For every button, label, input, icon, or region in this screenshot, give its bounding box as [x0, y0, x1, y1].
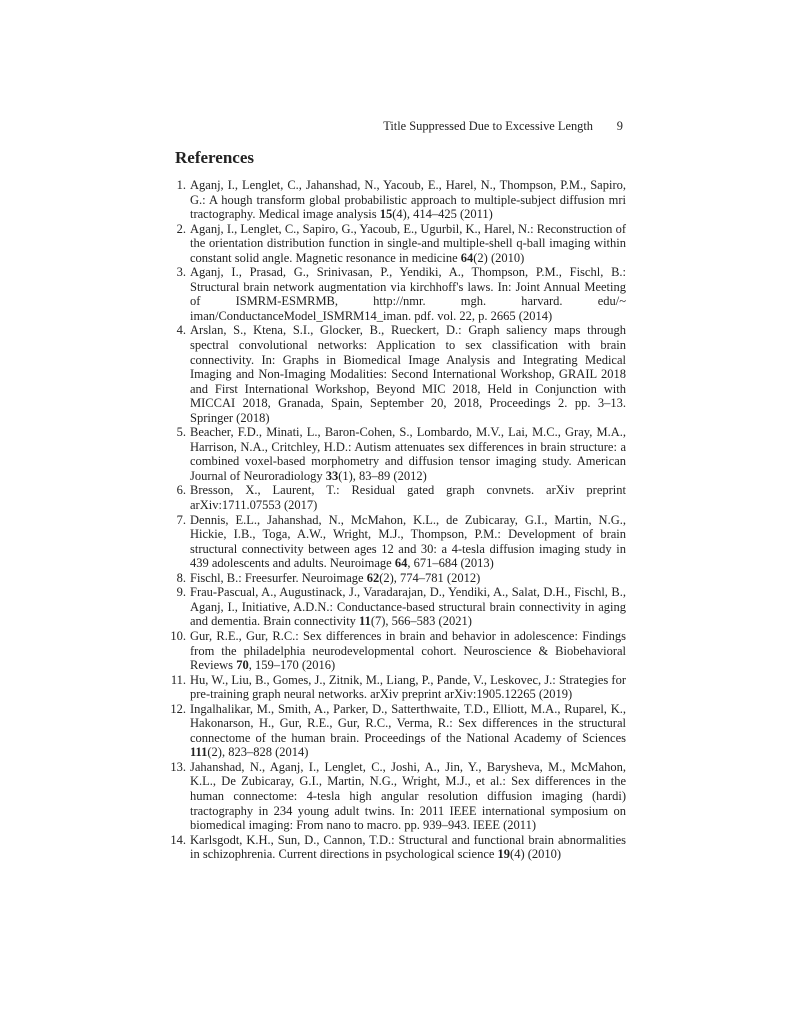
- reference-number: 10.: [170, 628, 186, 643]
- reference-text: Aganj, I., Lenglet, C., Sapiro, G., Yacoub, E., Ugurbil, K., Harel, N.: Reconstruction of the orientation distribution function in single-and multiple-shell q-ball imaging within constant solid angle. Magnetic resonance in medicine: [190, 221, 626, 265]
- reference-text: Aganj, I., Lenglet, C., Jahanshad, N., Yacoub, E., Harel, N., Thompson, P.M., Sapiro, G.: A hough transform global probabilistic approach to multiple-subject diffusion mri tractography. Medical image analysis: [190, 178, 626, 222]
- reference-volume: 11: [359, 614, 371, 629]
- reference-pages: (4), 414–425 (2011): [392, 207, 493, 222]
- reference-item: [175, 571, 626, 586]
- reference-text: Aganj, I., Prasad, G., Srinivasan, P., Yendiki, A., Thompson, P.M., Fischl, B.: Structural brain network augmentation via kirchhoff's laws. In: Joint Annual Meeting of ISMRM-ESMRMB, http://nmr. mgh. harvard. edu/~ iman/ConductanceModel_ISMRM14_iman. pdf. vol. 22, p. 2665 (2014): [190, 265, 626, 323]
- reference-item: [170, 628, 626, 673]
- reference-text: Ingalhalikar, M., Smith, A., Parker, D., Satterthwaite, T.D., Elliott, M.A., Ruparel, K., Hakonarson, H., Gur, R.E., Gur, R.C., Verma, R.: Sex differences in the structural connectome of the human brain. Proceedings of the National Academy of Sciences: [190, 701, 626, 745]
- reference-pages: , 671–684 (2013): [407, 556, 494, 571]
- reference-number: 9.: [176, 585, 186, 600]
- reference-pages: , 159–170 (2016): [248, 658, 336, 673]
- reference-text: Jahanshad, N., Aganj, I., Lenglet, C., Joshi, A., Jin, Y., Barysheva, M., McMahon, K.L., De Zubicaray, G.I., Martin, N.G., Wright, M.J., et al.: Sex differences in the human connectome: 4-tesla high angular resolution diffusion imaging (hardi) tractography in 234 young adult twins. In: 2011 IEEE international symposium on biomedical imaging: From nano to macro. pp. 939–943. IEEE (2011): [190, 759, 626, 833]
- running-title: Title Suppressed Due to Excessive Length: [383, 119, 593, 133]
- reference-text: Arslan, S., Ktena, S.I., Glocker, B., Rueckert, D.: Graph saliency maps through spectral convolutional networks: Application to sex classification with brain connectivity. In: Graphs in Biomedical Image Analysis and Integrating Medical Imaging and Non-Imaging Modalities: Second International Workshop, GRAIL 2018 and First International Workshop, Beyond MIC 2018, Held in Conjunction with MICCAI 2018, Granada, Spain, September 20, 2018, Proceedings 2. pp. 3–13. Springer (2018): [190, 323, 626, 425]
- reference-volume: 33: [325, 468, 339, 483]
- reference-pages: (2), 823–828 (2014): [207, 745, 309, 760]
- reference-number: 13.: [170, 759, 186, 774]
- reference-number: 2.: [176, 221, 186, 236]
- reference-item: [175, 483, 626, 512]
- reference-pages: (2), 774–781 (2012): [379, 570, 481, 585]
- reference-text: Bresson, X., Laurent, T.: Residual gated graph convnets. arXiv preprint arXiv:1711.07553 (2017): [190, 483, 626, 513]
- reference-text: Frau-Pascual, A., Augustinack, J., Varadarajan, D., Yendiki, A., Salat, D.H., Fischl, B., Aganj, I., Initiative, A.D.N.: Conductance-based structural brain connectivity in aging and dementia. Brain connectivity: [190, 585, 626, 629]
- reference-number: 7.: [176, 512, 186, 527]
- reference-text: Dennis, E.L., Jahanshad, N., McMahon, K.L., de Zubicaray, G.I., Martin, N.G., Hickie, I.B., Toga, A.W., Wright, M.J., Thompson, P.M.: Development of brain structural connectivity between ages 12 and 30: a 4-tesla diffusion imaging study in 439 adolescents and adults. Neuroimage: [190, 512, 626, 571]
- reference-item: [170, 832, 626, 862]
- reference-number: 4.: [176, 323, 186, 338]
- reference-volume: 64: [460, 250, 474, 265]
- reference-volume: 70: [236, 658, 249, 673]
- reference-number: 6.: [176, 483, 186, 498]
- reference-volume: 64: [394, 556, 408, 571]
- reference-number: 14.: [170, 832, 186, 847]
- reference-number: 12.: [170, 701, 186, 716]
- reference-text: Fischl, B.: Freesurfer. Neuroimage: [190, 570, 367, 585]
- reference-number: 5.: [176, 425, 186, 440]
- page-number: 9: [616, 119, 623, 133]
- reference-number: 8.: [176, 570, 186, 585]
- reference-item: [175, 222, 626, 266]
- reference-number: 1.: [176, 178, 186, 192]
- reference-item: [175, 425, 626, 483]
- reference-text: Beacher, F.D., Minati, L., Baron-Cohen, S., Lombardo, M.V., Lai, M.C., Gray, M.A., Harrison, N.A., Critchley, H.D.: Autism attenuates sex differences in brain structure: a combined voxel-based morphometry and diffusion tensor imaging study. American Journal of Neuroradiology: [190, 425, 626, 483]
- reference-text: Hu, W., Liu, B., Gomes, J., Zitnik, M., Liang, P., Pande, V., Leskovec, J.: Strategies for pre-training graph neural networks. arXiv preprint arXiv:1905.12265 (2019): [190, 672, 626, 702]
- reference-pages: (2) (2010): [473, 250, 525, 265]
- reference-item: [175, 585, 626, 629]
- reference-item: [175, 323, 626, 425]
- reference-volume: 19: [497, 847, 511, 862]
- reference-text: Gur, R.E., Gur, R.C.: Sex differences in brain and behavior in adolescence: Findings from the philadelphia neurodevelopmental cohort. Neuroscience & Biobehavioral Reviews: [190, 628, 626, 673]
- reference-number: 11.: [170, 672, 186, 687]
- reference-pages: (1), 83–89 (2012): [338, 468, 427, 483]
- reference-volume: 111: [190, 745, 208, 760]
- reference-item: [175, 513, 626, 571]
- reference-number: 3.: [176, 265, 186, 280]
- reference-pages: (7), 566–583 (2021): [370, 614, 472, 629]
- reference-text: Karlsgodt, K.H., Sun, D., Cannon, T.D.: Structural and functional brain abnormalities in schizophrenia. Current directions in psychological science: [190, 832, 626, 862]
- reference-item: [170, 701, 626, 760]
- reference-item: [170, 759, 626, 833]
- reference-item: [175, 265, 626, 323]
- reference-item: [170, 672, 626, 702]
- reference-pages: (4) (2010): [510, 847, 562, 862]
- reference-volume: 15: [379, 207, 393, 222]
- reference-volume: 62: [366, 570, 380, 585]
- reference-item: [175, 178, 626, 222]
- section-title: References: [175, 148, 254, 167]
- reference-list: [170, 178, 626, 862]
